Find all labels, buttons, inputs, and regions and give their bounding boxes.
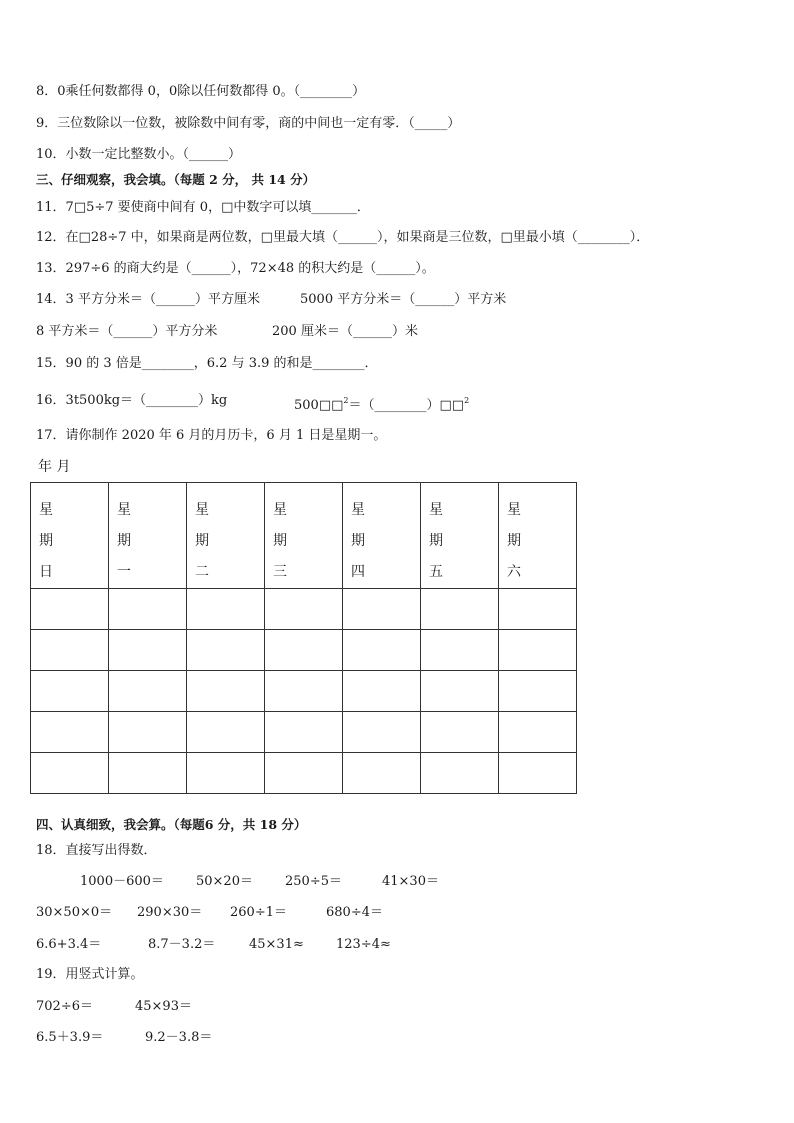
calc-item: 250÷5＝ — [285, 874, 342, 889]
calendar-cell[interactable] — [187, 753, 265, 794]
section-4-title: 四、认真细致，我会算。（每题6 分，共 18 分） — [36, 817, 307, 832]
question-19: 19．用竖式计算。 — [36, 967, 144, 982]
calc-item: 1000－600＝ — [80, 874, 164, 889]
calendar-header-row — [31, 483, 577, 589]
question-15: 15．90 的 3 倍是________，6.2 与 3.9 的和是________． — [36, 356, 378, 371]
question-16-part-b: 500□□$^2$＝（________）□□$^2$ — [294, 396, 470, 413]
calendar-cell[interactable] — [187, 671, 265, 712]
question-18: 18．直接写出得数． — [36, 843, 157, 858]
calendar-cell[interactable] — [109, 712, 187, 753]
calendar-cell[interactable] — [499, 630, 577, 671]
calendar-cell[interactable] — [265, 671, 343, 712]
calc-item: 702÷6＝ — [36, 999, 93, 1014]
calendar-cell[interactable] — [109, 671, 187, 712]
calc-item: 260÷1＝ — [230, 905, 287, 920]
calendar-cell[interactable] — [31, 630, 109, 671]
question-8: 8．0乘任何数都得 0，0除以任何数都得 0。（________） — [36, 84, 366, 99]
calc-item: 45×93＝ — [135, 999, 192, 1014]
question-14-part-a: 14．3 平方分米＝（______）平方厘米 — [36, 292, 260, 307]
calendar-cell[interactable] — [421, 753, 499, 794]
calendar-cell[interactable] — [421, 589, 499, 630]
calc-item: 9.2－3.8＝ — [145, 1030, 213, 1045]
calendar-row — [31, 671, 577, 712]
question-14-part-c: 8 平方米＝（______）平方分米 — [36, 324, 218, 339]
calendar-row — [31, 589, 577, 630]
section-3-title: 三、仔细观察，我会填。（每题 2 分， 共 14 分） — [36, 172, 316, 187]
calendar-row — [31, 630, 577, 671]
calc-item: 290×30＝ — [137, 905, 203, 920]
calendar-cell[interactable] — [265, 712, 343, 753]
header-friday: 星 期 五 — [421, 483, 499, 589]
calendar-cell[interactable] — [187, 712, 265, 753]
calendar-cell[interactable] — [187, 589, 265, 630]
calendar-cell[interactable] — [421, 671, 499, 712]
calendar-cell[interactable] — [499, 753, 577, 794]
calendar-cell[interactable] — [109, 589, 187, 630]
calendar-cell[interactable] — [31, 671, 109, 712]
calendar-cell[interactable] — [265, 630, 343, 671]
calendar-cell[interactable] — [343, 671, 421, 712]
calc-item: 41×30＝ — [382, 874, 439, 889]
question-9: 9．三位数除以一位数，被除数中间有零，商的中间也一定有零．（_____） — [36, 116, 461, 131]
calendar-cell[interactable] — [499, 712, 577, 753]
calc-item: 8.7－3.2＝ — [148, 937, 216, 952]
calendar-cell[interactable] — [265, 753, 343, 794]
calc-item: 30×50×0＝ — [36, 905, 113, 920]
calc-item: 680÷4＝ — [326, 905, 383, 920]
calc-item: 6.6+3.4＝ — [36, 937, 102, 952]
calc-item: 45×31≈ — [249, 937, 304, 952]
question-13: 13．297÷6 的商大约是（______），72×48 的积大约是（______）。 — [36, 261, 435, 276]
header-tuesday: 星 期 二 — [187, 483, 265, 589]
calendar-cell[interactable] — [31, 753, 109, 794]
header-monday: 星 期 一 — [109, 483, 187, 589]
calendar-cell[interactable] — [343, 630, 421, 671]
question-10: 10．小数一定比整数小。（______） — [36, 147, 242, 162]
calc-item: 6.5＋3.9＝ — [36, 1030, 104, 1045]
calendar-cell[interactable] — [31, 589, 109, 630]
calendar-cell[interactable] — [421, 712, 499, 753]
question-14-part-b: 5000 平方分米＝（______）平方米 — [300, 292, 507, 307]
calendar-cell[interactable] — [31, 712, 109, 753]
calendar-row — [31, 712, 577, 753]
header-saturday: 星 期 六 — [499, 483, 577, 589]
header-sunday: 星 期 日 — [31, 483, 109, 589]
calendar-cell[interactable] — [343, 753, 421, 794]
calc-item: 123÷4≈ — [336, 937, 391, 952]
question-17: 17．请你制作 2020 年 6 月的月历卡，6 月 1 日是星期一。 — [36, 428, 387, 443]
question-16-part-a: 16．3t500kg＝（________）kg — [36, 393, 228, 408]
calendar-cell[interactable] — [343, 589, 421, 630]
calendar-cell[interactable] — [421, 630, 499, 671]
question-12: 12．在□28÷7 中，如果商是两位数，□里最大填（______），如果商是三位数，□里最小填（________）． — [36, 230, 650, 245]
year-month-label: 年 月 — [38, 459, 71, 475]
calendar-cell[interactable] — [109, 753, 187, 794]
calendar-table — [30, 482, 577, 794]
calendar-row — [31, 753, 577, 794]
calendar-cell[interactable] — [187, 630, 265, 671]
calendar-cell[interactable] — [265, 589, 343, 630]
calendar-cell[interactable] — [499, 671, 577, 712]
header-wednesday: 星 期 三 — [265, 483, 343, 589]
calendar-cell[interactable] — [499, 589, 577, 630]
calc-item: 50×20＝ — [196, 874, 253, 889]
question-14-part-d: 200 厘米＝（______）米 — [272, 324, 418, 339]
calendar-cell[interactable] — [109, 630, 187, 671]
calendar-cell[interactable] — [343, 712, 421, 753]
question-11: 11．7□5÷7 要使商中间有 0，□中数字可以填_______． — [36, 200, 370, 215]
header-thursday: 星 期 四 — [343, 483, 421, 589]
